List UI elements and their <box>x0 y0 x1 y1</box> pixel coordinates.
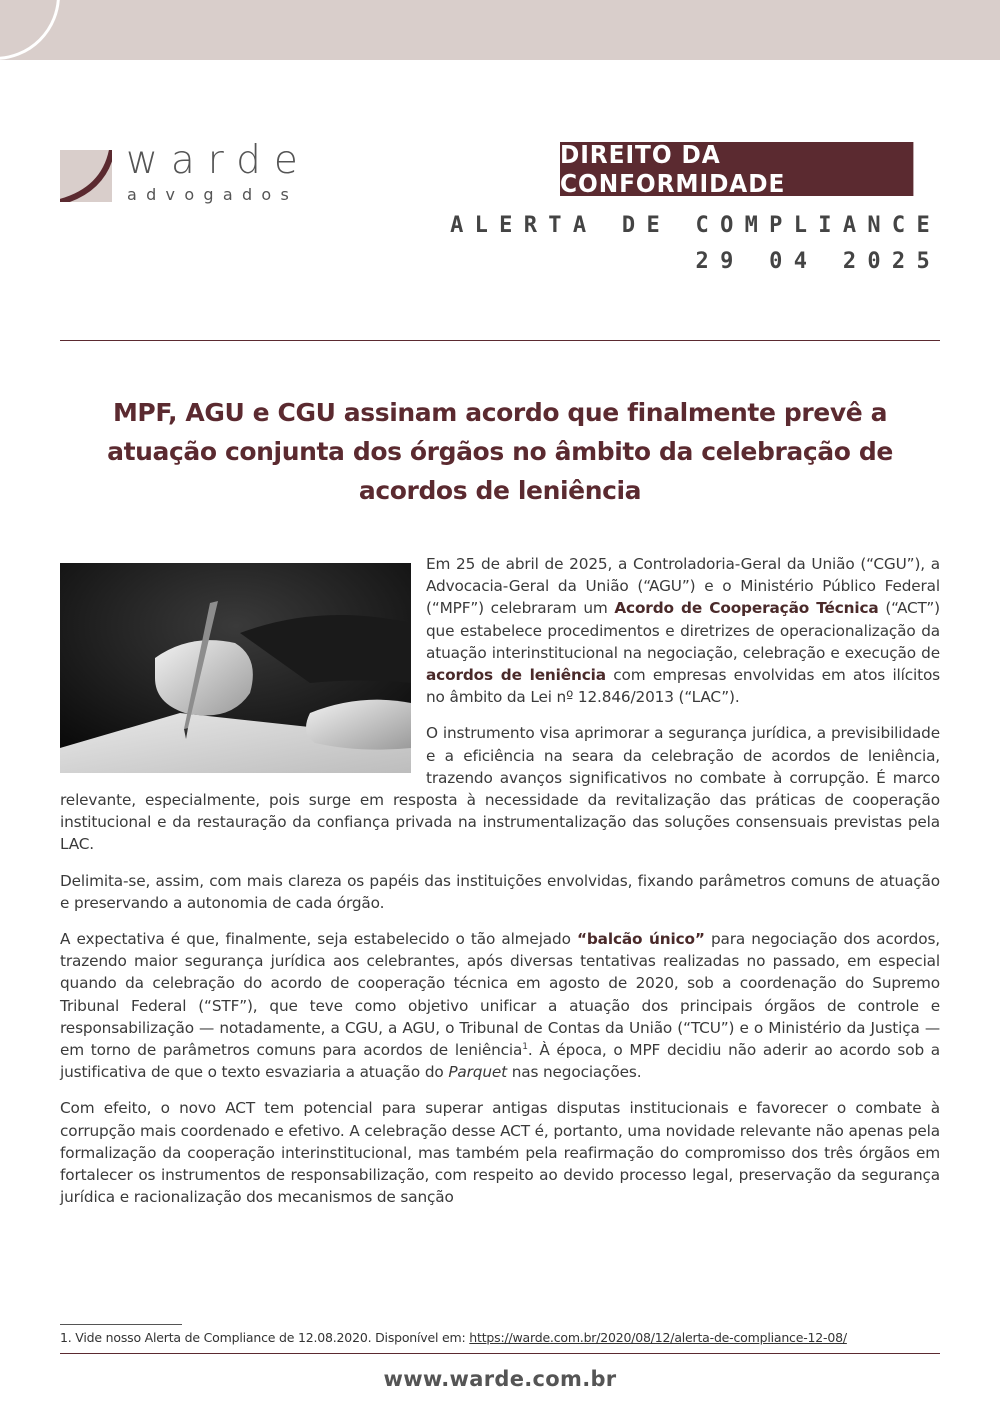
footer-divider <box>60 1353 940 1354</box>
alert-date: 29 04 2025 <box>695 249 941 274</box>
top-banner <box>0 0 1000 60</box>
section-tag: DIREITO DA CONFORMIDADE <box>560 142 913 196</box>
article-headline: MPF, AGU e CGU assinam acordo que finalmente prevê a atuação conjunta dos órgãos no âmbito da celebração de acordos de leniência <box>107 398 893 505</box>
article-paragraph-1: Em 25 de abril de 2025, a Controladoria-Geral da União (“CGU”), a Advocacia-Geral da União (“AGU”) e o Ministério Público Federal (“MPF”) celebraram um Acordo de Cooperação Técnica (“ACT”) que estabelece procedimentos e diretrizes de operacionalização da atuação interinstitucional na negociação, celebração e execução de acordos de leniência com empresas envolvidas em atos ilícitos no âmbito da Lei nº 12.846/2013 (“LAC”). <box>426 555 940 707</box>
article-paragraph-2: O instrumento visa aprimorar a segurança jurídica, a previsibilidade e a eficiência na seara da celebração de acordos de leniência, trazendo avanços significativos no combate à corrupção. É marco relevante, especialmente, pois surge em resposta à necessidade da revitalização das práticas de cooperação institucional e da restauração da confiança privada na instrumentalização das soluções consensuais previstas pela LAC. <box>60 724 940 854</box>
article-paragraph-5: Com efeito, o novo ACT tem potencial para superar antigas disputas institucionais e favorecer o combate à corrupção mais coordenado e efetivo. A celebração desse ACT é, portanto, uma novidade relevante não apenas pela formalização da cooperação interinstitucional, mas também pela reafirmação do compromisso dos três órgãos em fortalecer os instrumentos de responsabilização, com respeito ao devido processo legal, preservação da segurança jurídica e racionalização dos mecanismos de sanção <box>60 1099 940 1207</box>
logo-mark-icon <box>60 150 112 202</box>
logo-subtitle: advogados <box>127 185 299 204</box>
footnote-ref[interactable]: 1 <box>522 1041 528 1052</box>
alert-title: ALERTA DE COMPLIANCE <box>450 213 941 238</box>
article-body <box>60 553 940 1222</box>
article-paragraph-4: A expectativa é que, finalmente, seja estabelecido o tão almejado “balcão único” para negociação dos acordos, trazendo maior segurança jurídica aos celebrantes, após diversas tentativas realizadas no passado, em especial quando da celebração do acordo de cooperação técnica em agosto de 2020, sob a coordenação do Supremo Tribunal Federal (“STF”), que teve como objetivo unificar a atuação dos principais órgãos de controle e responsabilização — notadamente, a CGU, a AGU, o Tribunal de Contas da União (“TCU”) e o Ministério da Justiça — em torno de parâmetros comuns para acordos de leniência$^1$. À época, o MPF decidiu não aderir ao acordo sob a justificativa de que o texto esvaziaria a atuação do Parquet nas negociações. <box>60 930 941 1082</box>
footnote-separator <box>60 1324 182 1325</box>
article-paragraph-3: Delimita-se, assim, com mais clareza os papéis das instituições envolvidas, fixando parâmetros comuns de atuação e preservando a autonomia de cada órgão. <box>60 871 940 912</box>
warde-logo <box>60 138 360 212</box>
footnote-link[interactable]: https://warde.com.br/2020/08/12/alerta-de-compliance-12-08/ <box>469 1330 847 1345</box>
decorative-arc <box>0 0 60 60</box>
logo-wordmark: warde <box>126 138 311 183</box>
website-link[interactable]: www.warde.com.br <box>383 1367 617 1391</box>
footnote: 1. Vide nosso Alerta de Compliance de 12.08.2020. Disponível em: https://warde.com.br/2020/08/12/alerta-de-compliance-12-08/ <box>60 1330 847 1345</box>
header-divider <box>60 340 940 341</box>
